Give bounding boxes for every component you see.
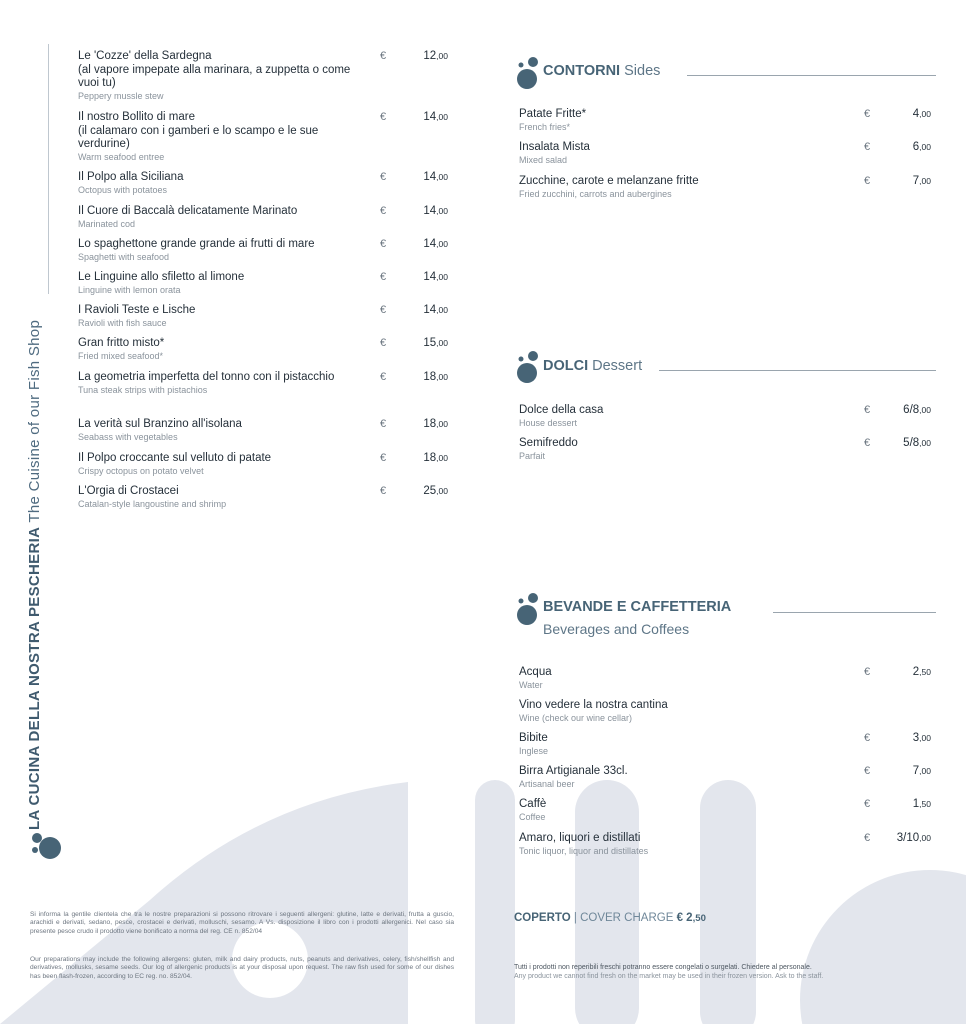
menu-item: Le Linguine allo sfiletto al limone Linguine with lemon orata € 14,00 bbox=[78, 271, 448, 295]
large-half-circle bbox=[0, 782, 408, 1024]
menu-item: L'Orgia di Crostacei Catalan-style langoustine and shrimp € 25,00 bbox=[78, 485, 448, 509]
side-title-bold: LA CUCINA DELLA NOSTRA PESCHERIA bbox=[26, 526, 43, 830]
menu-item: Gran fritto misto* Fried mixed seafood* € 15,00 bbox=[78, 337, 448, 361]
menu-item: Dolce della casa House dessert € 6/8,00 bbox=[519, 404, 931, 428]
menu-item: Acqua Water € 2,50 bbox=[519, 666, 931, 690]
menu-item: Il nostro Bollito di mare (il calamaro con i gamberi e lo scampo e le sue verdurine) Warm seafood entree € 14,00 bbox=[78, 111, 448, 162]
allergen-notice-en: Our preparations may include the following allergens: gluten, milk and dairy products, nuts, peanuts and derivatives, celery, fish/shellfish and derivatives, mollusks, sesame seeds. Our log of allergenic products is at your disposal upon request. The raw fish used for some of our dishes has been flash-frozen, according to EC reg. no. 852/04. bbox=[30, 956, 454, 980]
bubbles-icon bbox=[517, 350, 541, 384]
menu-item: Il Polpo alla Siciliana Octopus with potatoes € 14,00 bbox=[78, 171, 448, 195]
menu-item: Semifreddo Parfait € 5/8,00 bbox=[519, 437, 931, 461]
menu-item: I Ravioli Teste e Lische Ravioli with fish sauce € 14,00 bbox=[78, 304, 448, 328]
dolci-header bbox=[517, 350, 936, 390]
frozen-note-it: Tutti i prodotti non reperibili freschi potranno essere congelati o surgelati. Chiedere al personale. bbox=[514, 964, 812, 971]
menu-item: Patate Fritte* French fries* € 4,00 bbox=[519, 108, 931, 132]
menu-item: Vino vedere la nostra cantina Wine (check our wine cellar) bbox=[519, 699, 668, 723]
section-rule bbox=[687, 75, 936, 76]
menu-item: Bibite Inglese € 3,00 bbox=[519, 732, 931, 756]
menu-item: Birra Artigianale 33cl. Artisanal beer € 7,00 bbox=[519, 765, 931, 789]
bevande-title: BEVANDE E CAFFETTERIA bbox=[543, 599, 732, 615]
side-title bbox=[26, 30, 60, 830]
dolci-title: DOLCI Dessert bbox=[543, 358, 643, 374]
frozen-note bbox=[514, 964, 934, 981]
menu-item: Zucchine, carote e melanzane fritte Fried zucchini, carrots and aubergines € 7,00 bbox=[519, 175, 931, 199]
menu-item: La geometria imperfetta del tonno con il pistacchio Tuna steak strips with pistachios € 18,00 bbox=[78, 371, 448, 395]
bevande-header bbox=[517, 592, 936, 642]
side-title-light: The Cuisine of our Fish Shop bbox=[26, 319, 43, 523]
contorni-title: CONTORNI Sides bbox=[543, 63, 661, 79]
cover-charge: COPERTO | COVER CHARGE € 2,50 bbox=[514, 912, 706, 924]
bubbles-icon bbox=[517, 592, 541, 626]
menu-item: Le 'Cozze' della Sardegna (al vapore impepate alla marinara, a zuppetta o come vuoi tu) Peppery mussle stew € 12,00 bbox=[78, 50, 448, 101]
contorni-header bbox=[517, 56, 936, 96]
menu-item: Amaro, liquori e distillati Tonic liquor, liquor and distillates € 3/10,00 bbox=[519, 832, 931, 856]
bubbles-icon bbox=[517, 56, 541, 90]
frozen-note-en: Any product we cannot find fresh on the market may be used in their frozen version. Ask to the staff. bbox=[514, 972, 824, 980]
right-arc bbox=[800, 870, 966, 1024]
section-rule bbox=[659, 370, 936, 371]
allergen-notice-it: Si informa la gentile clientela che tra le nostre preparazioni si possono ritrovare i seguenti allergeni: glutine, latte e derivati, frutta a guscio, arachidi e derivati, sedano, pesce, crostacei e derivati, molluschi, sesamo. A Vs. disposizione il libro con i prodotti allergenici. Nel caso sia presente pesce crudo il prodotto viene bonificato a norma del reg. CE n. 852/04 bbox=[30, 911, 454, 935]
menu-item: Caffè Coffee € 1,50 bbox=[519, 798, 931, 822]
menu-item: Il Polpo croccante sul velluto di patate Crispy octopus on potato velvet € 18,00 bbox=[78, 452, 448, 476]
menu-item: Il Cuore di Baccalà delicatamente Marinato Marinated cod € 14,00 bbox=[78, 205, 448, 229]
section-rule bbox=[773, 612, 936, 613]
menu-item: La verità sul Branzino all'isolana Seabass with vegetables € 18,00 bbox=[78, 418, 448, 442]
bubbles-icon bbox=[30, 832, 66, 860]
menu-item: Lo spaghettone grande grande ai frutti di mare Spaghetti with seafood € 14,00 bbox=[78, 238, 448, 262]
bevande-subtitle: Beverages and Coffees bbox=[543, 621, 690, 637]
rounded-pillar-1 bbox=[475, 780, 515, 1024]
menu-item: Insalata Mista Mixed salad € 6,00 bbox=[519, 141, 931, 165]
